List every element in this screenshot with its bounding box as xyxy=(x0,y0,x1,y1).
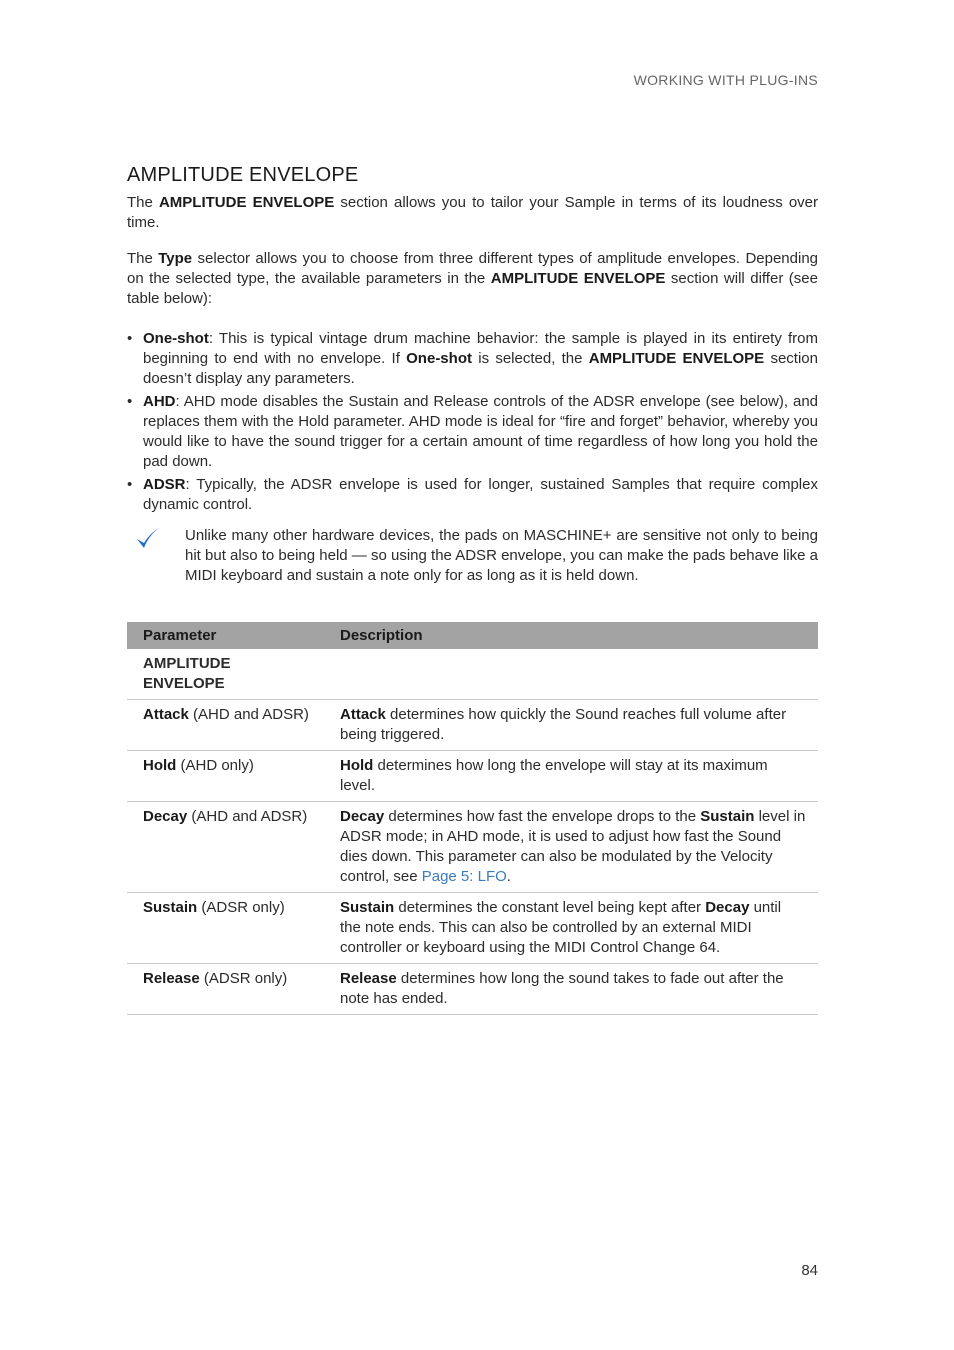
table-row xyxy=(127,893,818,964)
param-hold: Hold (AHD only) xyxy=(127,751,324,802)
table-row xyxy=(127,964,818,1015)
list-item-adsr: • ADSR: Typically, the ADSR envelope is used for longer, sustained Samples that require complex dynamic control. xyxy=(127,475,818,515)
running-header: WORKING WITH PLUG-INS xyxy=(633,72,818,88)
table-header-row xyxy=(127,622,818,649)
list-item-one-shot: • One-shot: This is typical vintage drum machine behavior: the sample is played in its entirety from beginning to end with no envelope. If One-shot is selected, the AMPLITUDE ENVELOPE section doesn’t display any parameters. xyxy=(127,329,818,389)
group-label: AMPLITUDE ENVELOPE xyxy=(127,649,324,700)
desc-release: Release determines how long the sound takes to fade out after the note has ended. xyxy=(324,964,818,1015)
desc-hold: Hold determines how long the envelope will stay at its maximum level. xyxy=(324,751,818,802)
type-paragraph: The Type selector allows you to choose from three different types of amplitude envelopes. Depending on the selected type, the available parameters in the AMPLITUDE ENVELOPE section will differ (see table below): xyxy=(127,250,819,307)
table-row xyxy=(127,700,818,751)
param-decay: Decay (AHD and ADSR) xyxy=(127,802,324,893)
tip-text: Unlike many other hardware devices, the pads on MASCHINE+ are sensitive not only to being hit but also to being held — so using the ADSR envelope, you can make the pads behave like a MIDI keyboard and sustain a note only for as long as it is held down. xyxy=(185,527,818,584)
table-group-row xyxy=(127,649,818,700)
column-header-parameter: Parameter xyxy=(127,622,324,649)
parameter-table xyxy=(127,622,818,1015)
table-row xyxy=(127,802,818,893)
column-header-description: Description xyxy=(324,622,818,649)
list-item-ahd: • AHD: AHD mode disables the Sustain and Release controls of the ADSR envelope (see below), and replaces them with the Hold parameter. AHD mode is ideal for “fire and forget” behavior, whereby you would like to have the sound trigger for a certain amount of time regardless of how long you hold the pad down. xyxy=(127,392,818,472)
table-row xyxy=(127,751,818,802)
param-attack: Attack (AHD and ADSR) xyxy=(127,700,324,751)
section-title: AMPLITUDE ENVELOPE xyxy=(127,164,359,186)
desc-sustain: Sustain determines the constant level being kept after Decay until the note ends. This can also be controlled by an external MIDI controller or keyboard using the MIDI Control Change 64. xyxy=(324,893,818,964)
desc-attack: Attack determines how quickly the Sound reaches full volume after being triggered. xyxy=(324,700,818,751)
param-sustain: Sustain (ADSR only) xyxy=(127,893,324,964)
page-5-lfo-link[interactable]: Page 5: LFO xyxy=(421,868,507,885)
envelope-type-list xyxy=(127,329,818,515)
checkmark-icon xyxy=(135,526,161,552)
intro-paragraph: The AMPLITUDE ENVELOPE section allows you to tailor your Sample in terms of its loudness over time. xyxy=(127,194,819,231)
page-number: 84 xyxy=(801,1262,818,1279)
page-content xyxy=(127,162,818,1015)
desc-decay: Decay determines how fast the envelope drops to the Sustain level in ADSR mode; in AHD mode, it is used to adjust how fast the Sound dies down. This parameter can also be modulated by the Velocity control, see Page 5: LFO. xyxy=(324,802,818,893)
param-release: Release (ADSR only) xyxy=(127,964,324,1015)
tip-note xyxy=(127,526,818,586)
